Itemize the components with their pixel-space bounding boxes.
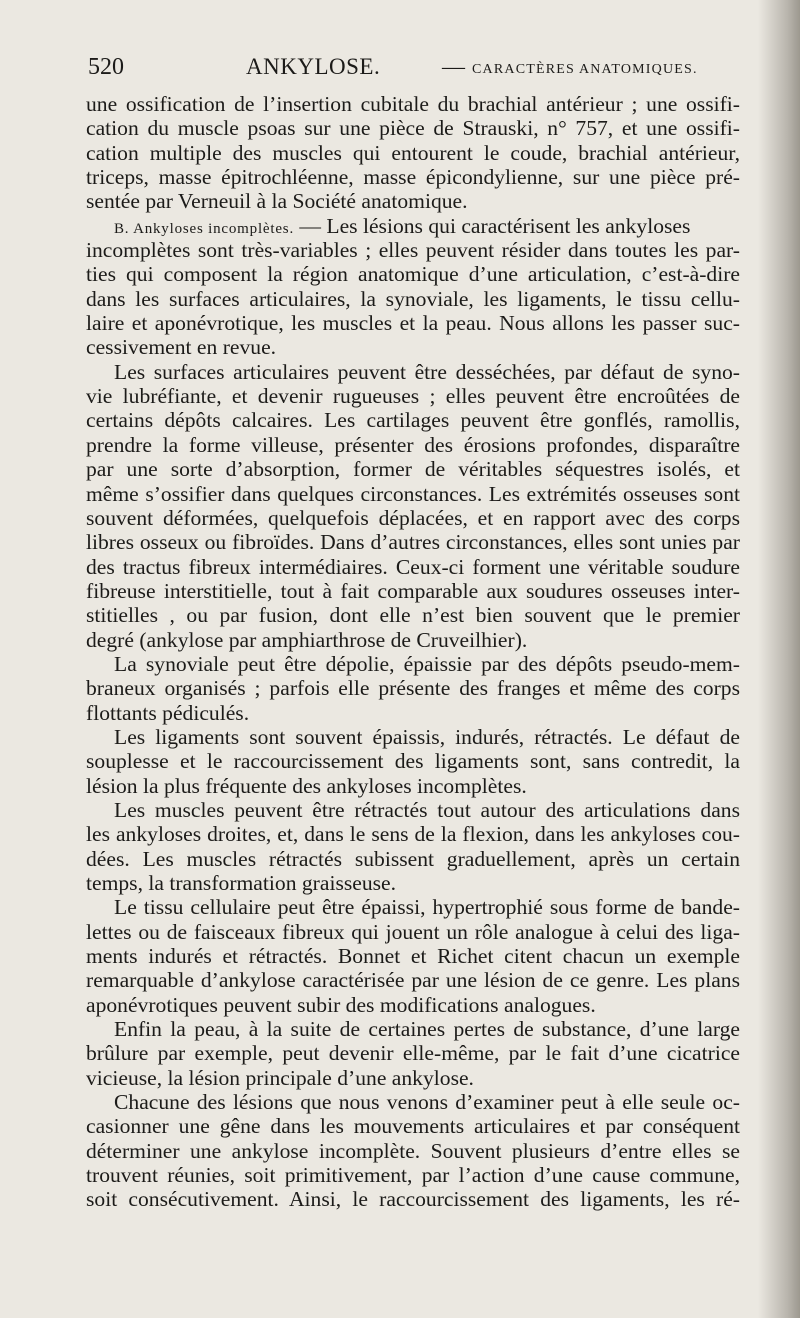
page-edge-shadow	[758, 0, 800, 1318]
text-line: des tractus fibreux intermédiaires. Ceux-ci forment une véritable soudure	[86, 554, 740, 579]
text-line: souplesse et le raccourcissement des ligaments sont, sans contredit, la	[86, 749, 740, 774]
text-line: braneux organisés ; parfois elle présente des franges et même des corps	[86, 676, 740, 701]
text-line: stitielles , ou par fusion, dont elle n’est bien souvent que le premier	[86, 603, 740, 628]
running-header	[86, 54, 746, 88]
text-line: dans les surfaces articulaires, la synoviale, les ligaments, le tissu cellu-	[86, 286, 740, 311]
text-line: brûlure par exemple, peut devenir elle-même, par le fait d’une cicatrice	[86, 1041, 740, 1066]
text-line: temps, la transformation graisseuse.	[86, 871, 397, 895]
text-line: même s’ossifier dans quelques circonstances. Les extrémités osseuses sont	[86, 481, 740, 506]
text-line: ties qui composent la région anatomique d’une articulation, c’est-à-dire	[86, 262, 740, 287]
text-line: triceps, masse épitrochléenne, masse épicondylienne, sur une pièce pré-	[86, 165, 740, 190]
text-line: degré (ankylose par amphiarthrose de Cruveilhier).	[86, 627, 528, 652]
text-line: casionner une gêne dans les mouvements articulaires et par conséquent	[86, 1114, 740, 1139]
text-line: par une sorte d’absorption, former de véritables séquestres isolés, et	[86, 457, 740, 482]
text-line: vicieuse, la lésion principale d’une ankylose.	[86, 1065, 474, 1090]
text-line: une ossification de l’insertion cubitale du brachial antérieur ; une ossifi-	[86, 92, 740, 116]
text-line: Le tissu cellulaire peut être épaissi, hypertrophié sous forme de bande-	[114, 895, 740, 920]
text-line: cation du muscle psoas sur une pièce de Strauski, n° 757, et une ossifi-	[86, 116, 740, 141]
text-line: ments indurés et rétractés. Bonnet et Richet citent chacun un exemple	[86, 944, 740, 969]
text-line: soit consécutivement. Ainsi, le raccourcissement des ligaments, les ré-	[86, 1187, 740, 1212]
text-line: souvent déformées, quelquefois déplacées, et en rapport avec des corps	[86, 505, 740, 530]
text-line: aponévrotiques peuvent subir des modifications analogues.	[86, 992, 596, 1017]
text-line: fibreuse interstitielle, tout à fait comparable aux soudures osseuses inter-	[86, 578, 740, 603]
section-heading: B. Ankyloses incomplètes.	[114, 220, 294, 237]
text-line: dées. Les muscles rétractés subissent graduellement, après un certain	[86, 846, 740, 871]
body-text	[86, 92, 740, 1212]
text-line: prendre la forme villeuse, présenter des érosions profondes, disparaître	[86, 432, 740, 457]
section-heading-line	[86, 214, 740, 238]
text-line: La synoviale peut être dépolie, épaissie par des dépôts pseudo-mem-	[114, 651, 740, 676]
text-line: trouvent réunies, soit primitivement, par l’action d’une cause commune,	[86, 1163, 740, 1188]
page-number: 520	[88, 54, 124, 80]
text-line: lésion la plus fréquente des ankyloses incomplètes.	[86, 773, 527, 798]
text-line: libres osseux ou fibroïdes. Dans d’autres circonstances, elles sont unies par	[86, 530, 740, 555]
text-line: Les surfaces articulaires peuvent être desséchées, par défaut de syno-	[114, 359, 740, 384]
text-line: certains dépôts calcaires. Les cartilages peuvent être gonflés, ramollis,	[86, 408, 740, 433]
text-line: Les muscles peuvent être rétractés tout autour des articulations dans	[114, 797, 740, 822]
text-line: vie lubréfiante, et devenir rugueuses ; elles peuvent être encroûtées de	[86, 384, 740, 409]
text-line: laire et aponévrotique, les muscles et la peau. Nous allons les passer suc-	[86, 311, 740, 336]
text-line: Les ligaments sont souvent épaissis, indurés, rétractés. Le défaut de	[114, 724, 740, 749]
text-line: sentée par Verneuil à la Société anatomique.	[86, 189, 468, 214]
text-line: flottants pédiculés.	[86, 700, 250, 725]
text-line: les ankyloses droites, et, dans le sens de la flexion, dans les ankyloses cou-	[86, 822, 740, 847]
text-line: Chacune des lésions que nous venons d’examiner peut à elle seule oc-	[114, 1090, 740, 1115]
text-line: déterminer une ankylose incomplète. Souvent plusieurs d’entre elles se	[86, 1138, 740, 1163]
text-line: cessivement en revue.	[86, 335, 277, 360]
heading-continuation: — Les lésions qui caractérisent les ankyloses	[299, 213, 691, 238]
running-title: ANKYLOSE.	[246, 54, 381, 79]
text-line: cation multiple des muscles qui entourent le coude, brachial antérieur,	[86, 140, 740, 165]
text-line: incomplètes sont très-variables ; elles peuvent résider dans toutes les par-	[86, 238, 740, 263]
text-line: remarquable d’ankylose caractérisée par une lésion de ce genre. Les plans	[86, 968, 740, 993]
text-line: lettes ou de faisceaux fibreux qui jouent un rôle analogue à celui des liga-	[86, 919, 740, 944]
running-subtitle: CARACTÈRES ANATOMIQUES.	[472, 62, 698, 77]
header-dash: —	[442, 54, 465, 79]
text-line: Enfin la peau, à la suite de certaines pertes de substance, d’une large	[114, 1017, 740, 1042]
